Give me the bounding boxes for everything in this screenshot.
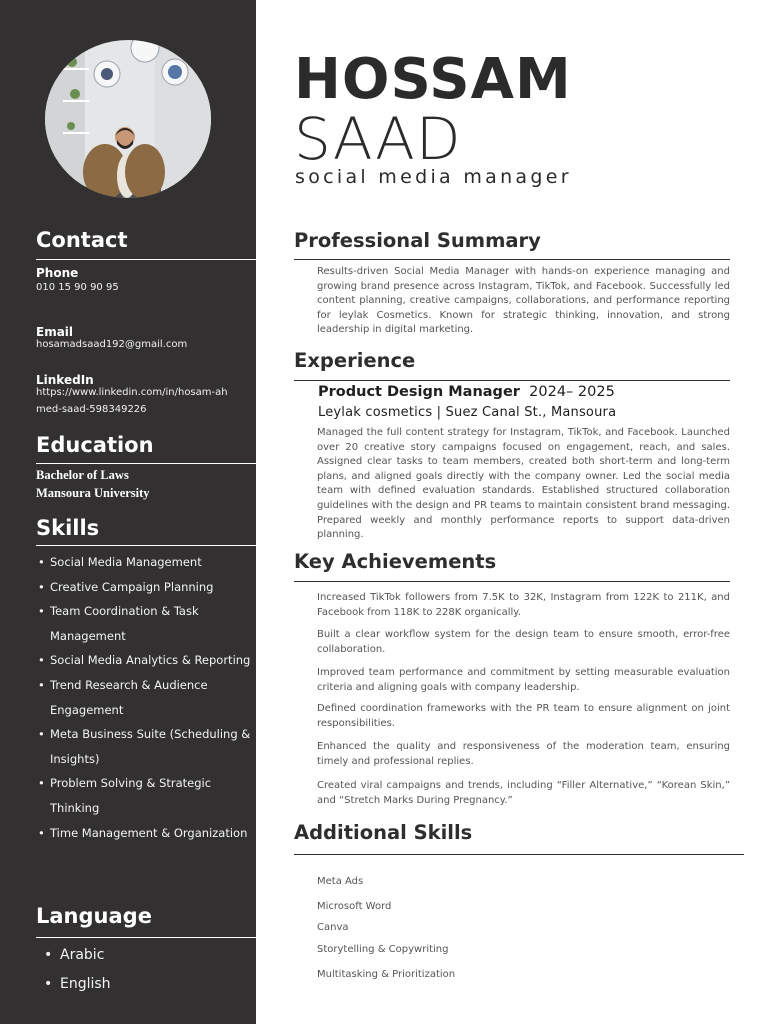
experience-heading: Experience bbox=[294, 349, 416, 372]
profile-photo-illustration bbox=[45, 40, 211, 198]
phone-label: Phone bbox=[36, 266, 79, 280]
skill-item: • Trend Research & Audience Engagement bbox=[50, 673, 260, 722]
job-dates: 2024– 2025 bbox=[529, 384, 615, 400]
achievement-item: Increased TikTok followers from 7.5K to 32K, Instagram from 122K to 211K, and Facebook from 118K to 228K organically. bbox=[317, 592, 730, 618]
language-item: • English bbox=[60, 970, 111, 999]
education-school: Mansoura University bbox=[36, 486, 150, 500]
skill-item: • Social Media Analytics & Reporting bbox=[50, 648, 260, 673]
first-name: HOSSAM bbox=[294, 47, 572, 112]
additional-skill-item: Multitasking & Prioritization bbox=[317, 969, 456, 980]
phone-value: 010 15 90 90 95 bbox=[36, 282, 119, 293]
language-heading: Language bbox=[36, 904, 152, 928]
education-heading: Education bbox=[36, 433, 154, 457]
summary-divider bbox=[294, 259, 730, 260]
achievements-divider bbox=[294, 581, 730, 582]
email-label: Email bbox=[36, 325, 74, 339]
job-role: social media manager bbox=[295, 166, 572, 188]
skills-list bbox=[36, 550, 260, 845]
additional-skill-item: Canva bbox=[317, 922, 349, 933]
experience-divider bbox=[294, 380, 730, 381]
education-divider bbox=[36, 463, 256, 464]
skill-item: • Team Coordination & Task Management bbox=[50, 599, 260, 648]
email-value[interactable]: hosamadsaad192@gmail.com bbox=[36, 339, 188, 350]
linkedin-label: LinkedIn bbox=[36, 373, 94, 387]
achievement-item: Created viral campaigns and trends, including “Filler Alternative,” “Korean Skin,” and “Stretch Marks During Pregnancy.” bbox=[317, 780, 730, 806]
job-company: Leylak cosmetics | Suez Canal St., Mansoura bbox=[318, 405, 617, 420]
achievement-item: Improved team performance and commitment by setting measurable evaluation criteria and aligning goals with company leadership. bbox=[317, 667, 730, 693]
language-divider bbox=[36, 937, 256, 938]
job-title-line bbox=[318, 384, 615, 400]
language-list bbox=[42, 941, 111, 999]
contact-divider bbox=[36, 259, 256, 260]
job-title: Product Design Manager bbox=[318, 384, 520, 400]
summary-heading: Professional Summary bbox=[294, 229, 541, 252]
achievement-item: Enhanced the quality and responsiveness of the moderation team, ensuring timely and professional replies. bbox=[317, 741, 730, 767]
linkedin-value[interactable]: https://www.linkedin.com/in/hosam-ahmed-saad-598349226 bbox=[36, 387, 228, 415]
skills-heading: Skills bbox=[36, 516, 100, 540]
additional-skills-heading: Additional Skills bbox=[294, 821, 473, 844]
skill-item: • Creative Campaign Planning bbox=[50, 575, 260, 600]
last-name: SAAD bbox=[294, 105, 462, 173]
skills-divider bbox=[36, 545, 256, 546]
skill-item: • Time Management & Organization bbox=[50, 821, 260, 846]
profile-photo bbox=[45, 40, 211, 198]
achievement-item: Defined coordination frameworks with the PR team to ensure alignment on joint responsibilities. bbox=[317, 703, 730, 729]
skill-item: • Social Media Management bbox=[50, 550, 260, 575]
achievements-heading: Key Achievements bbox=[294, 550, 497, 573]
sidebar bbox=[0, 0, 256, 1024]
job-description: Managed the full content strategy for Instagram, TikTok, and Facebook. Launched over 20 creative story campaigns focused on engagement, reach, and sales. Assigned clear tasks to team members, created both short-term and long-term plans, and aligned goals directly with the company owner. Led the social media team with defined evaluation standards. Established structured collaboration guidelines with the design and PR teams to maintain consistent brand messaging. Prepared weekly and monthly performance reports to support data-driven planning. bbox=[317, 427, 730, 541]
education-degree: Bachelor of Laws bbox=[36, 468, 129, 482]
achievement-item: Built a clear workflow system for the design team to ensure smooth, error-free collaboration. bbox=[317, 629, 730, 655]
summary-text: Results-driven Social Media Manager with hands-on experience managing and growing brand presence across Instagram, TikTok, and Facebook. Successfully led content planning, creative campaigns, collaborations, and performance reporting for leylak Cosmetics. Known for strategic thinking, innovation, and strong leadership in digital marketing. bbox=[317, 266, 730, 336]
skill-item: • Meta Business Suite (Scheduling & Insights) bbox=[50, 722, 260, 771]
additional-skill-item: Microsoft Word bbox=[317, 901, 392, 912]
contact-heading: Contact bbox=[36, 228, 128, 252]
skill-item: • Problem Solving & Strategic Thinking bbox=[50, 771, 260, 820]
additional-skill-item: Storytelling & Copywriting bbox=[317, 944, 449, 955]
additional-skills-divider bbox=[294, 854, 744, 855]
language-item: • Arabic bbox=[60, 941, 111, 970]
additional-skill-item: Meta Ads bbox=[317, 876, 364, 887]
